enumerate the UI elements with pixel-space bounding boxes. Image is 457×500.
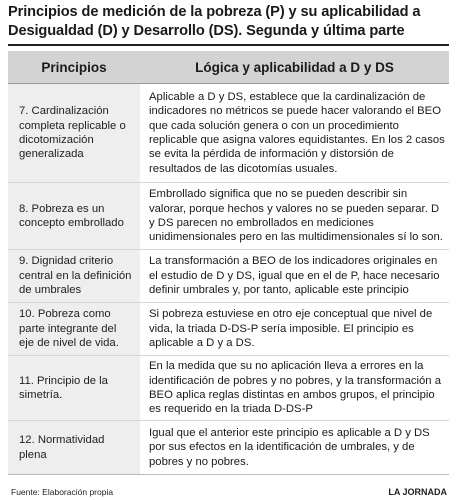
principle-cell bbox=[8, 84, 140, 182]
logic-text: En la medida que su no aplicación lleva a errores en la identificación de pobres y no pobres, y la transformación a BEO aplica reglas distintas en ambos grupos, el principio es requerido en la triada D-DS-P bbox=[149, 360, 441, 416]
logic-text: Embrollado significa que no se pueden describir sin valorar, porque hechos y valores no se pueden separar. D y DS parecen no embrollados en mediciones unidimensionales pero en las multidimensionales sí lo son. bbox=[149, 188, 443, 244]
principle-cell bbox=[8, 421, 140, 474]
header-logic: Lógica y aplicabilidad a D y DS bbox=[195, 59, 394, 75]
table-row bbox=[8, 356, 449, 421]
table-row bbox=[8, 303, 449, 356]
title-divider bbox=[8, 44, 449, 46]
logic-text: Si pobreza estuviese en otro eje conceptual que nivel de vida, la triada D-DS-P sería imposible. El principio es aplicable a D y a DS. bbox=[149, 308, 433, 350]
logic-cell bbox=[140, 250, 449, 302]
logic-text: Aplicable a D y DS, establece que la cardinalización de indicadores no métricos se puede hacer valorando el BEO que cada solución genera o con un procedimiento replicable que asigna valores equidistantes. En los 2 casos se evita la pérdida de información y distorsión de resultados de las dicotomías usuales. bbox=[149, 90, 445, 175]
logic-cell bbox=[140, 183, 449, 249]
principles-table bbox=[8, 51, 449, 475]
principle-text: 7. Cardinalización completa replicable o dicotomización generalizada bbox=[19, 105, 126, 161]
table-row bbox=[8, 250, 449, 303]
logic-cell bbox=[140, 356, 449, 420]
principle-text: 9. Dignidad criterio central en la definición de umbrales bbox=[19, 255, 132, 297]
logic-cell bbox=[140, 84, 449, 182]
principle-text: 8. Pobreza es un concepto embrollado bbox=[19, 202, 124, 229]
publisher-brand: LA JORNADA bbox=[388, 487, 447, 497]
page-title: Principios de medición de la pobreza (P) y su aplicabilidad a Desigualdad (D) y Desarrollo (DS). Segunda y última parte bbox=[8, 4, 421, 39]
principle-cell bbox=[8, 356, 140, 420]
principle-cell bbox=[8, 250, 140, 302]
principle-cell bbox=[8, 183, 140, 249]
logic-text: Igual que el anterior este principio es aplicable a D y DS por sus efectos en la identificación de umbrales, y de pobres y no pobres. bbox=[149, 426, 430, 468]
header-principles: Principios bbox=[41, 59, 107, 75]
table-row bbox=[8, 183, 449, 250]
table-header bbox=[8, 51, 449, 84]
table-row bbox=[8, 421, 449, 475]
principle-text: 12. Normatividad plena bbox=[19, 434, 105, 461]
logic-cell bbox=[140, 421, 449, 474]
table-row bbox=[8, 84, 449, 183]
principle-text: 11. Principio de la simetría. bbox=[19, 374, 108, 401]
logic-cell bbox=[140, 303, 449, 355]
principle-cell bbox=[8, 303, 140, 355]
footer bbox=[8, 487, 449, 499]
principle-text: 10. Pobreza como parte integrante del eje de nivel de vida. bbox=[19, 308, 119, 350]
source-note: Fuente: Elaboración propia bbox=[11, 487, 114, 497]
logic-text: La transformación a BEO de los indicadores originales en el estudio de D y DS, igual que en el de P, hace necesario definir umbrales y, por tanto, aplicable este principio bbox=[149, 255, 440, 297]
